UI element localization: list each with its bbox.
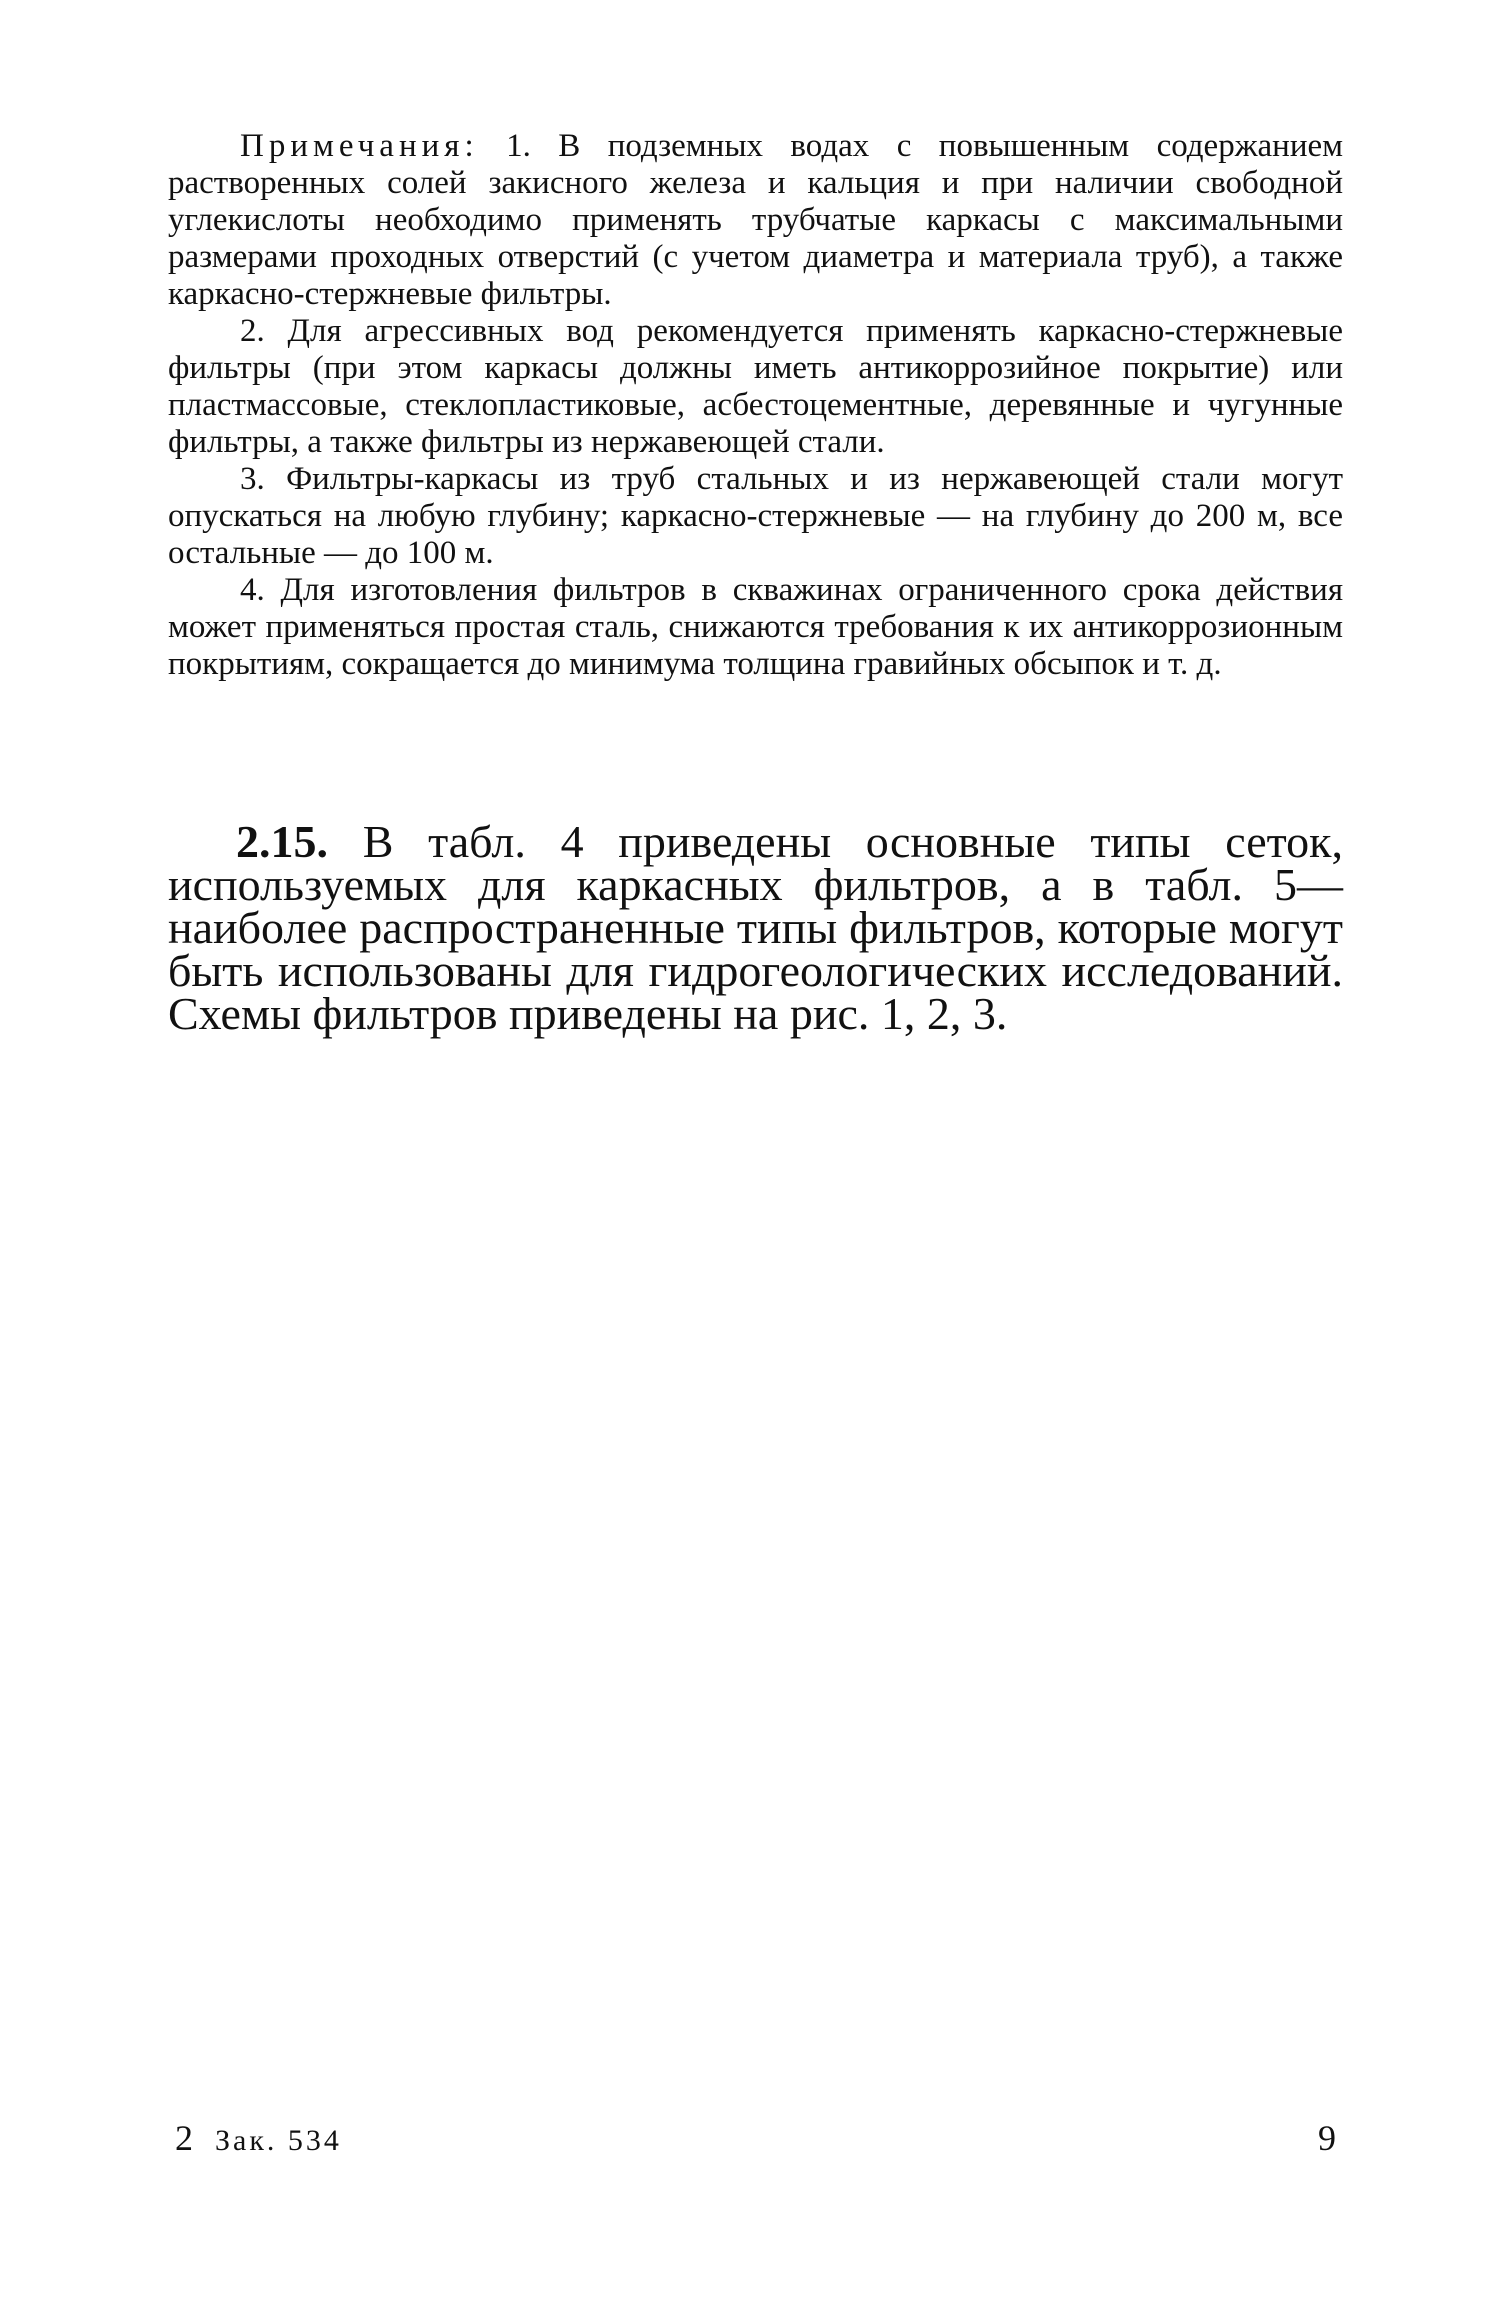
note-3: 3. Фильтры-каркасы из труб стальных и из нержавеющей стали могут опускаться на любую глубину; каркасно-стержневые — на глубину до 200 м, все остальные — до 100 м.: [168, 461, 1343, 571]
note-1: [168, 128, 1343, 313]
note-2: 2. Для агрессивных вод рекомендуется применять каркасно-стержневые фильтры (при этом каркасы должны иметь антикоррозийное покрытие) или пластмассовые, стеклопластиковые, асбестоцементные, деревянные и чугунные фильтры, а также фильтры из нержавеющей стали.: [168, 313, 1343, 460]
note-4: 4. Для изготовления фильтров в скважинах ограниченного срока действия может применяться простая сталь, снижаются требования к их антикоррозионным покрытиям, сокращается до минимума толщина гравийных обсыпок и т. д.: [168, 572, 1343, 682]
section-paragraph: [168, 816, 1344, 1039]
note-1-number: 1.: [506, 128, 531, 164]
section-number: 2.15.: [236, 816, 328, 867]
signature-number: 2: [175, 2118, 193, 2158]
section-text: В табл. 4 приведены основные типы сеток, используемых для каркасных фильтров, а в табл. 5—наиболее распространенные типы фильтров, которые могут быть использованы для гидрогеологических исследований. Схемы фильтров приведены на рис. 1, 2, 3.: [168, 816, 1344, 1039]
signature-text: Зак. 534: [215, 2124, 342, 2157]
notes-heading: Примечания:: [240, 128, 479, 164]
printer-signature: [175, 2118, 342, 2161]
page-number: 9: [1318, 2118, 1336, 2158]
note-1-text: В подземных водах с повышенным содержанием растворенных солей закисного железа и кальция и при наличии свободной углекислоты необходимо применять трубчатые каркасы с максимальными размерами проходных отверстий (с учетом диаметра и материала труб), а также каркасно-стержневые фильтры.: [168, 128, 1344, 312]
notes-block: [168, 128, 1343, 683]
